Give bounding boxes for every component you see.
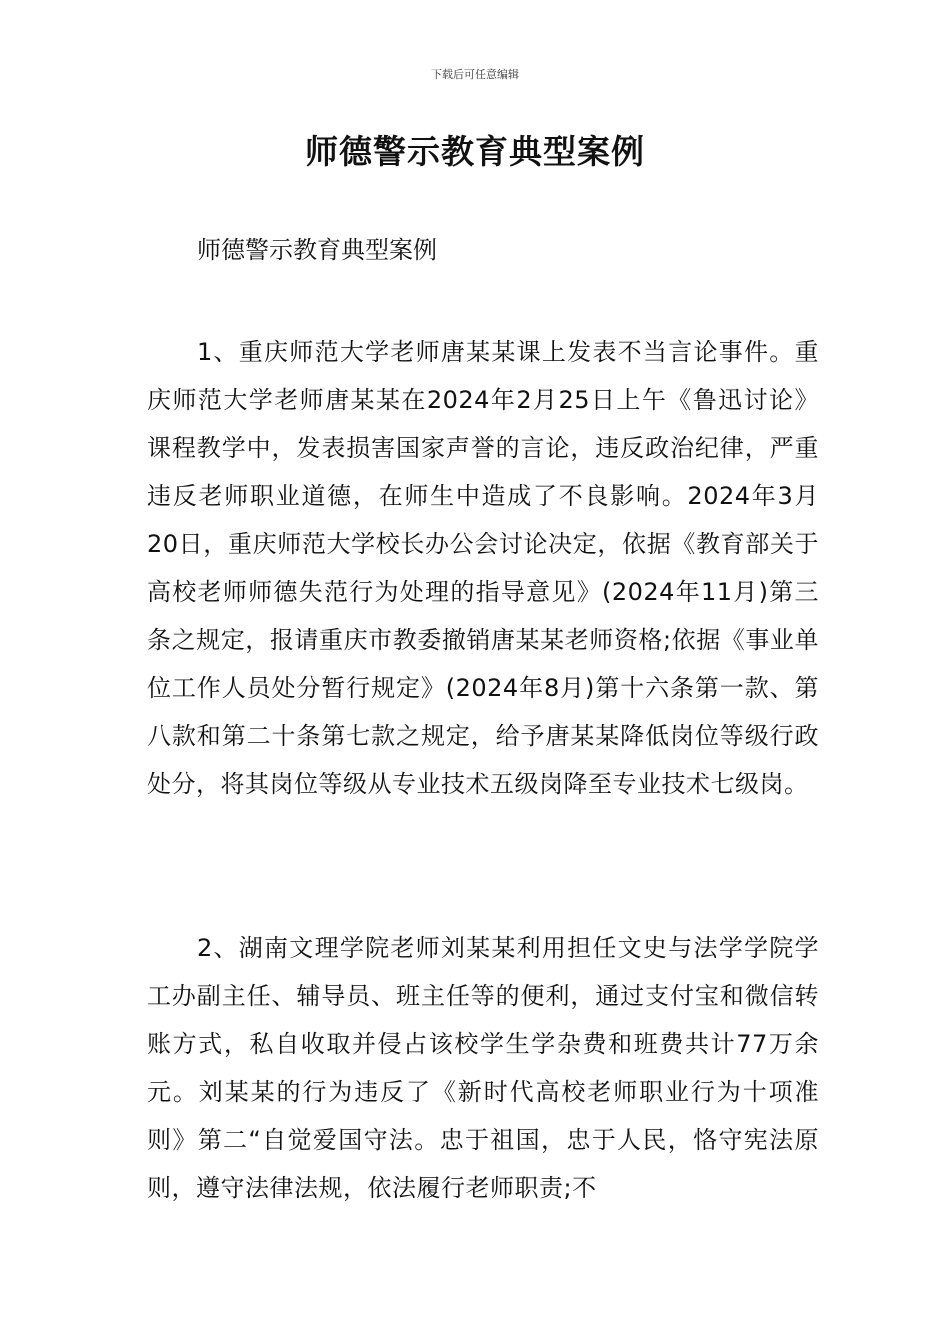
header-note: 下载后可任意编辑 bbox=[431, 68, 519, 81]
document-title: 师德警示教育典型案例 bbox=[305, 132, 645, 171]
case-paragraph-1: 1、重庆师范大学老师唐某某课上发表不当言论事件。重庆师范大学老师唐某某在2024年2月25日上午《鲁迅讨论》课程教学中，发表损害国家声誉的言论，违反政治纪律，严重违反老师职业道德，在师生中造成了不良影响。2024年3月20日，重庆师范大学校长办公会讨论决定，依据《教育部关于高校老师师德失范行为处理的指导意见》(2024年11月)第三条之规定，报请重庆市教委撤销唐某某老师资格;依据《事业单位工作人员处分暂行规定》(2024年8月)第十六条第一款、第八款和第二十条第七款之规定，给予唐某某降低岗位等级行政处分，将其岗位等级从专业技术五级岗降至专业技术七级岗。 bbox=[147, 338, 819, 798]
case-paragraph-2: 2、湖南文理学院老师刘某某利用担任文史与法学学院学工办副主任、辅导员、班主任等的便利，通过支付宝和微信转账方式，私自收取并侵占该校学生学杂费和班费共计77万余元。刘某某的行为违反了《新时代高校老师职业行为十项准则》第二“自觉爱国守法。忠于祖国，忠于人民，恪守宪法原则，遵守法律法规，依法履行老师职责;不 bbox=[147, 934, 819, 1202]
document-subtitle: 师德警示教育典型案例 bbox=[197, 236, 437, 264]
